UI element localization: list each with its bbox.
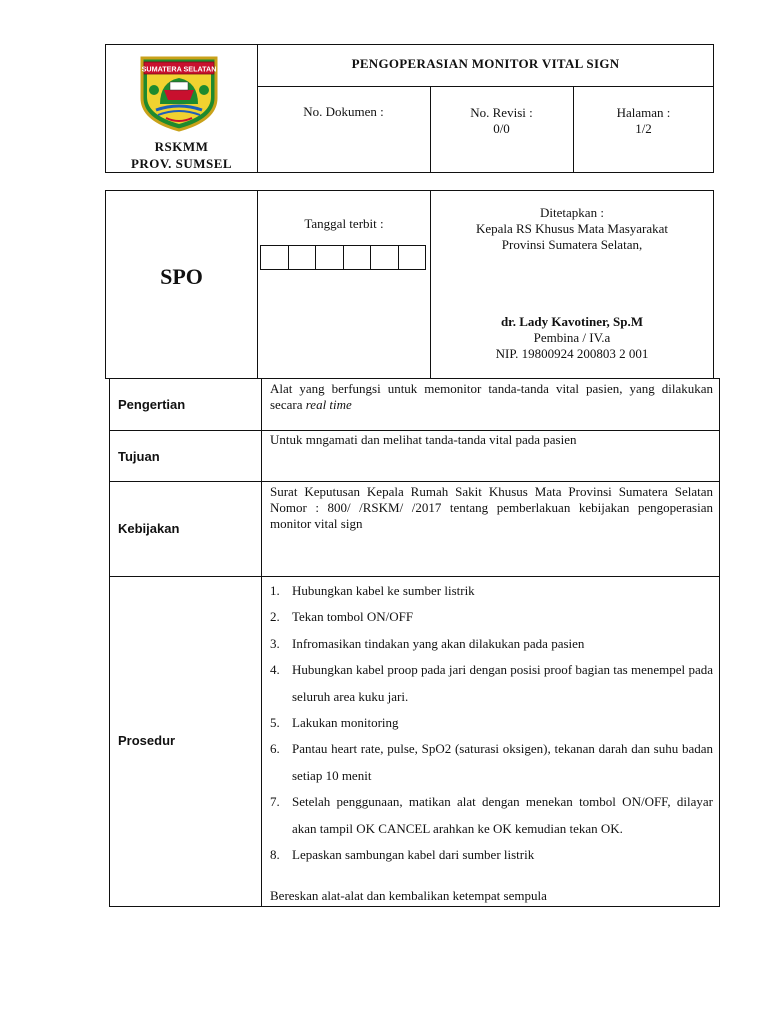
step-number: 7. [270,794,280,810]
step-number: 5. [270,715,280,731]
step-number: 2. [270,609,280,625]
step-text: Pantau heart rate, pulse, SpO2 (saturasi oksigen), tekanan darah dan suhu badan setiap 10 menit [292,741,713,783]
document-title: PENGOPERASIAN MONITOR VITAL SIGN [351,56,620,71]
date-box [398,245,427,270]
step-text: Lakukan monitoring [292,715,399,731]
step-number: 4. [270,662,280,678]
page-label: Halaman : [616,105,671,120]
revision-value: 0/0 [493,121,510,136]
row-divider [109,481,720,482]
procedure-step [270,710,713,736]
page-value: 1/2 [635,121,652,136]
procedure-step [270,842,713,868]
policy-text: Surat Keputusan Kepala Rumah Sakit Khusus Mata Provinsi Sumatera Selatan Nomor : 800/ /RSKM/ /2017 tentang pemberlakuan kebijakan pengoperasian monitor vital sign [270,484,713,531]
procedure-step [270,736,713,789]
procedure-step [270,578,713,604]
step-text: Infromasikan tindakan yang akan dilakukan pada pasien [292,635,585,651]
row-label-kebijakan: Kebijakan [118,521,180,536]
issue-date-label: Tanggal terbit : [304,216,384,231]
procedure-closing: Bereskan alat-alat dan kembalikan ketempat sempula [270,888,547,903]
row-divider [109,576,720,577]
step-text: Hubungkan kabel ke sumber listrik [292,583,475,598]
spo-label: SPO [160,264,203,289]
date-box [288,245,317,270]
procedure-step [270,789,713,842]
purpose-text: Untuk mngamati dan melihat tanda-tanda vital pada pasien [270,432,577,447]
province-emblem-logo [136,52,222,132]
definition-text-main: Alat yang berfungsi untuk memonitor tanda-tanda vital pasien, yang dilakukan secara [270,381,713,412]
date-box [343,245,372,270]
row-divider [109,430,720,431]
row-label-prosedur: Prosedur [118,733,176,748]
step-text: Setelah penggunaan, matikan alat dengan menekan tombol ON/OFF, dilayar akan tampil OK CANCEL arahkan ke OK kemudian tekan OK. [292,794,713,836]
org-province: PROV. SUMSEL [130,156,233,171]
established-position: Kepala RS Khusus Mata Masyarakat [475,221,669,236]
revision-label: No. Revisi : [470,105,533,120]
signatory-name: dr. Lady Kavotiner, Sp.M [500,314,644,329]
established-province: Provinsi Sumatera Selatan, [501,237,643,252]
definition-text [270,381,713,413]
step-text: Hubungkan kabel proop pada jari dengan posisi proof bagian tas menempel pada seluruh area kuku jari. [292,662,713,704]
doc-number-label: No. Dokumen : [303,104,384,119]
date-box [260,245,289,270]
step-text: Tekan tombol ON/OFF [292,609,414,625]
step-text: Lepaskan sambungan kabel dari sumber listrik [292,847,535,863]
step-number: 3. [270,635,280,651]
org-name: RSKMM [154,139,209,154]
signatory-rank: Pembina / IV.a [533,330,611,345]
date-box [370,245,399,270]
definition-text-italic: real time [305,397,352,412]
step-number: 1. [270,583,280,598]
procedure-steps [270,578,713,868]
procedure-step [270,604,713,630]
established-label: Ditetapkan : [540,205,604,220]
row-label-tujuan: Tujuan [118,449,160,464]
step-number: 8. [270,847,280,863]
step-number: 6. [270,741,280,757]
issue-date-boxes [261,245,426,270]
procedure-step [270,657,713,710]
procedure-step [270,631,713,657]
column-divider [261,378,262,907]
date-box [315,245,344,270]
logo-banner-text: SUMATERA SELATAN [141,64,217,74]
row-label-pengertian: Pengertian [118,397,186,412]
signatory-nip: NIP. 19800924 200803 2 001 [495,346,649,361]
